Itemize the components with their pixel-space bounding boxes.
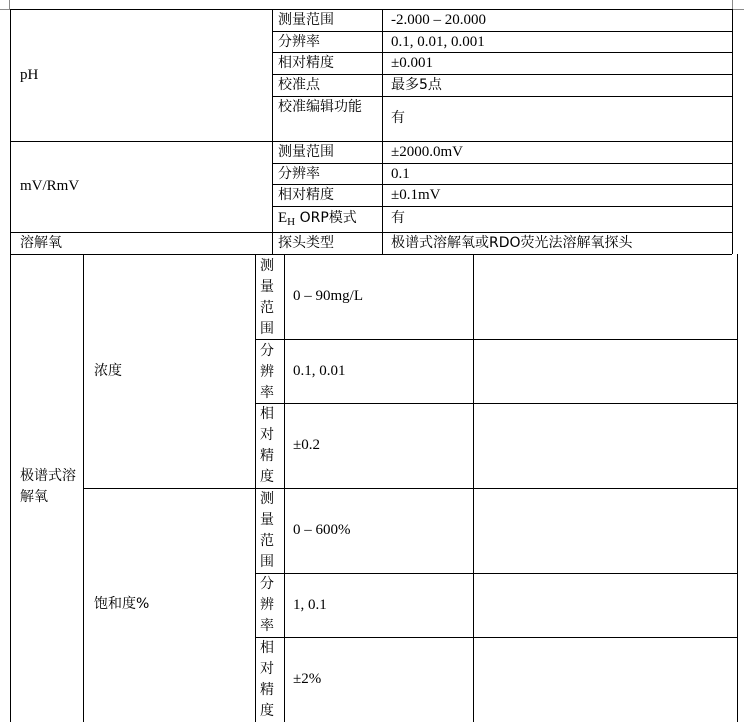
- ph-calibration-points-name: 校准点: [278, 77, 320, 93]
- ph-calibration-edit-name: 校准编辑功能: [278, 99, 362, 115]
- concentration-label: 浓度: [94, 363, 122, 379]
- ph-accuracy-value: ±0.001: [391, 55, 433, 71]
- mv-orp-mode-value: 有: [391, 210, 405, 226]
- grid-line: [10, 9, 11, 722]
- grid-line: [10, 254, 732, 255]
- eh-subscript: H: [287, 216, 296, 228]
- conc-range-value: 0 – 90mg/L: [293, 288, 363, 304]
- sat-resolution-value: 1, 0.1: [293, 597, 327, 613]
- grid-line: [272, 31, 732, 32]
- mv-resolution-value: 0.1: [391, 166, 410, 182]
- grid-line: [737, 254, 738, 722]
- grid-line: [10, 141, 732, 142]
- conc-range-name: 测量范围: [260, 258, 274, 337]
- mv-accuracy-value: ±0.1mV: [391, 187, 441, 203]
- ph-accuracy-name: 相对精度: [278, 55, 334, 71]
- ph-calibration-edit-value: 有: [391, 110, 405, 126]
- corner-marker-left: [0, 0, 10, 10]
- ph-range-name: 测量范围: [278, 12, 334, 28]
- saturation-label: 饱和度%: [94, 596, 150, 612]
- orp-mode-text: ORP模式: [295, 210, 357, 226]
- grid-line: [255, 403, 737, 404]
- sat-resolution-name: 分辨率: [260, 576, 274, 634]
- grid-line: [272, 9, 273, 254]
- conc-accuracy-name: 相对精度: [260, 406, 274, 485]
- mv-orp-mode-name: [278, 208, 357, 233]
- grid-line: [272, 206, 732, 207]
- do-label: 溶解氧: [20, 235, 62, 251]
- ph-resolution-name: 分辨率: [278, 34, 320, 50]
- eh-symbol: E: [278, 210, 288, 226]
- grid-line: [83, 488, 737, 489]
- do-probe-type-name: 探头类型: [278, 235, 334, 251]
- corner-marker-right: [732, 0, 744, 10]
- ph-resolution-value: 0.1, 0.01, 0.001: [391, 34, 485, 50]
- grid-line: [83, 254, 84, 722]
- grid-line: [272, 163, 732, 164]
- mv-range-name: 测量范围: [278, 144, 334, 160]
- mv-resolution-name: 分辨率: [278, 166, 320, 182]
- polar-label: 极谱式溶解氧: [20, 468, 76, 505]
- grid-line: [272, 184, 732, 185]
- ph-calibration-points-value: 最多5点: [391, 77, 442, 93]
- sat-accuracy-value: ±2%: [293, 671, 322, 687]
- sat-accuracy-name: 相对精度: [260, 640, 274, 719]
- mv-label: mV/RmV: [20, 178, 80, 194]
- sat-range-name: 测量范围: [260, 491, 274, 570]
- conc-resolution-value: 0.1, 0.01: [293, 363, 346, 379]
- ph-range-value: -2.000 – 20.000: [391, 12, 486, 28]
- mv-accuracy-name: 相对精度: [278, 187, 334, 203]
- sat-range-value: 0 – 600%: [293, 522, 351, 538]
- grid-line: [10, 9, 732, 10]
- do-probe-type-value: 极谱式溶解氧或RDO荧光法溶解氧探头: [391, 235, 633, 251]
- grid-line: [473, 254, 474, 722]
- mv-range-value: ±2000.0mV: [391, 144, 463, 160]
- ph-label: pH: [20, 67, 39, 83]
- grid-line: [284, 254, 285, 722]
- conc-accuracy-value: ±0.2: [293, 437, 320, 453]
- grid-line: [255, 573, 737, 574]
- grid-line: [382, 9, 383, 254]
- grid-line: [255, 637, 737, 638]
- grid-line: [255, 339, 737, 340]
- conc-resolution-name: 分辨率: [260, 343, 274, 401]
- grid-line: [732, 9, 733, 254]
- grid-line: [272, 74, 732, 75]
- grid-line: [272, 52, 732, 53]
